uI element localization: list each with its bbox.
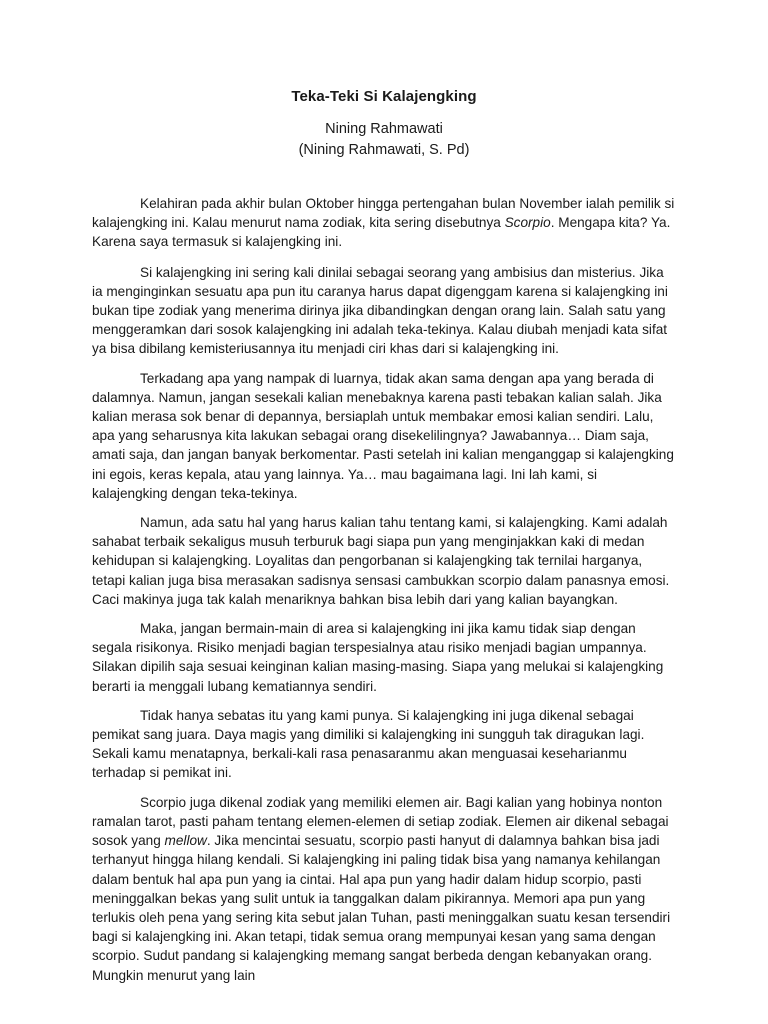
- paragraph-6: Tidak hanya sebatas itu yang kami punya. Si kalajengking ini juga dikenal sebagai pemikat sang juara. Daya magis yang dimiliki si kalajengking ini sungguh tak diragukan lagi. Sekali kamu menatapnya, berkali-kali rasa penasaranmu akan menguasai keseharianmu terhadap si pemikat ini.: [92, 707, 645, 781]
- paragraph-text: Kelahiran pada akhir bulan Oktober hingga pertengahan bulan November ialah pemilik si kalajengking ini. Kalau menurut nama zodiak, kita sering disebutnya: [92, 196, 675, 231]
- author-name-with-degree: (Nining Rahmawati, S. Pd): [298, 142, 470, 158]
- document-body: [92, 194, 675, 995]
- italic-term: Scorpio: [504, 215, 551, 231]
- paragraph-5: Maka, jangan bermain-main di area si kalajengking ini jika kamu tidak siap dengan segala risikonya. Risiko menjadi bagian terspesialnya atau risiko menjadi bagian umpannya. Silakan dipilih saja sesuai keinginan kalian masing-masing. Siapa yang melukai si kalajengking berarti ia menggali lubang kematiannya sendiri.: [92, 621, 664, 694]
- paragraph-3: Terkadang apa yang nampak di luarnya, tidak akan sama dengan apa yang berada di dalamnya. Namun, jangan sesekali kalian menebaknya karena pasti tebakan kalian salah. Jika kalian merasa sok benar di depannya, bersiaplah untuk membakar emosi kalian sendiri. Lalu, apa yang seharusnya kita lakukan sebagai orang disekelilingnya? Jawabannya… Diam saja, amati saja, dan jangan banyak berkomentar. Pasti setelah ini kalian menganggap si kalajengking ini egois, keras kepala, atau yang lainnya. Ya… mau bagaimana lagi. Ini lah kami, si kalajengking dengan teka-tekinya.: [92, 370, 674, 501]
- paragraph-1: [92, 194, 675, 252]
- paragraph-text: . Jika mencintai sesuatu, scorpio pasti hanyut di dalamnya bahkan bisa jadi terhanyut hingga hilang kendali. Si kalajengking ini paling tidak bisa yang namanya kehilangan dalam bentuk hal apa pun yang ia cintai. Hal apa pun yang hadir dalam hidup scorpio, pasti meninggalkan bekas yang sulit untuk ia tanggalkan dalam pikirannya. Memori apa pun yang terlukis oleh pena yang sering kita sebut jalan Tuhan, pasti meninggalkan suatu kesan tersendiri bagi si kalajengking ini. Akan tetapi, tidak semua orang mempunyai kesan yang sama dengan scorpio. Sudut pandang si kalajengking memang sangat berbeda dengan kebanyakan orang. Mungkin menurut yang lain: [92, 833, 671, 983]
- paragraph-2: Si kalajengking ini sering kali dinilai sebagai seorang yang ambisius dan misterius. Jika ia menginginkan sesuatu apa pun itu caranya harus dapat digenggam karena si kalajengking ini bukan tipe zodiak yang menerima dirinya jika dibandingkan dengan orang lain. Salah satu yang menggeramkan dari sosok kalajengking ini adalah teka-tekinya. Kalau diubah menjadi kata sifat ya bisa dibilang kemisteriusannya itu menjadi ciri khas dari si kalajengking ini.: [92, 264, 668, 357]
- italic-term: mellow: [164, 833, 207, 849]
- document-title: Teka-Teki Si Kalajengking: [291, 88, 477, 105]
- paragraph-4: Namun, ada satu hal yang harus kalian tahu tentang kami, si kalajengking. Kami adalah sahabat terbaik sekaligus musuh terburuk bagi siapa pun yang menginjakkan kaki di medan kehidupan si kalajengking. Loyalitas dan pengorbanan si kalajengking tak ternilai harganya, tetapi kalian juga bisa merasakan sadisnya sensasi cambukkan scorpio dalam panasnya emosi. Caci makinya juga tak kalah menariknya bahkan bisa lebih dari yang kalian bayangkan.: [92, 515, 670, 607]
- paragraph-7: [92, 793, 675, 985]
- paragraph-text: Scorpio juga dikenal zodiak yang memiliki elemen air. Bagi kalian yang hobinya nonton ramalan tarot, pasti paham tentang elemen-elemen di setiap zodiak. Elemen air dikenal sebagai sosok yang: [92, 794, 669, 849]
- author-block: [0, 119, 768, 161]
- author-name: Nining Rahmawati: [325, 121, 443, 137]
- paragraph-text: . Mengapa kita? Ya. Karena saya termasuk si kalajengking ini.: [92, 215, 671, 250]
